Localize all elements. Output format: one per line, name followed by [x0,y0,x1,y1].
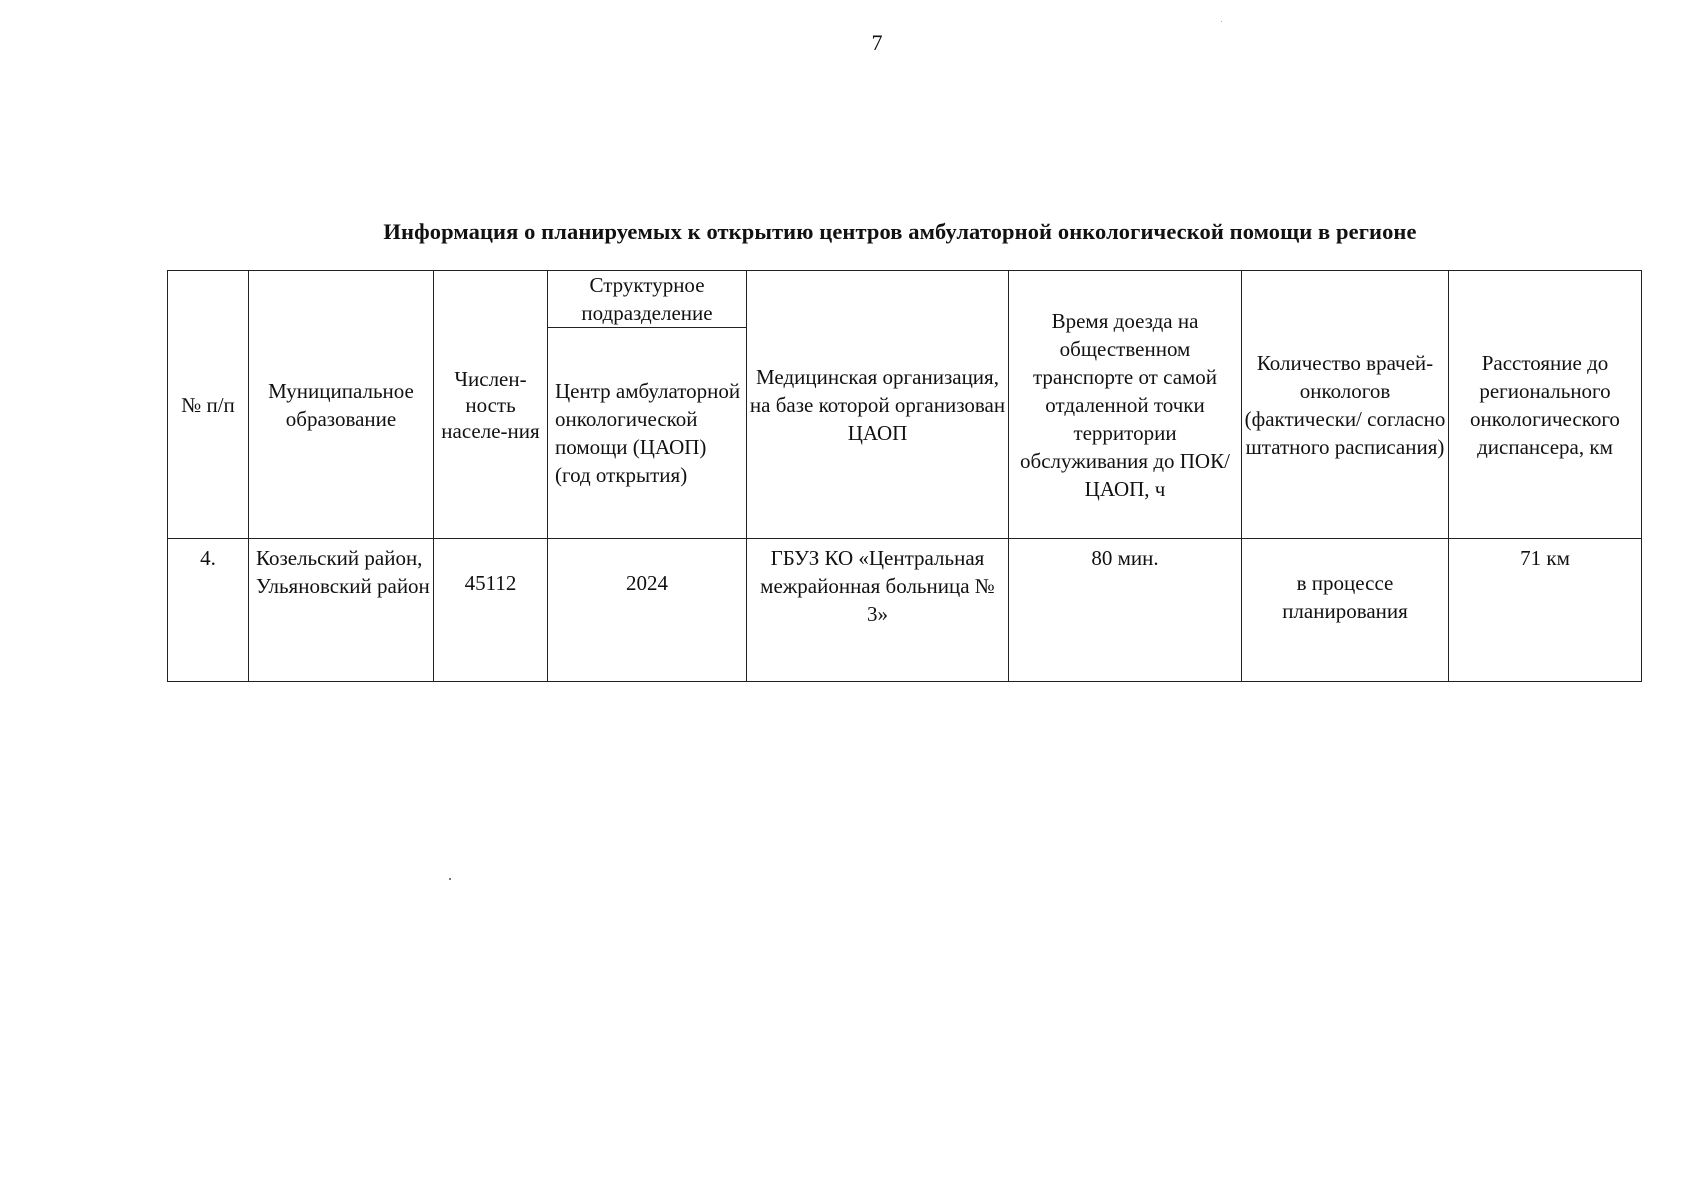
cell-travel-time: 80 мин. [1009,539,1242,682]
table-header-row [168,271,1642,328]
cell-population: 45112 [434,539,548,682]
header-population: Числен-ность населе-ния [434,271,548,539]
cell-oncologists: в процессе планирования [1242,539,1449,682]
cell-municipality: Козельский район, Ульяновский район [249,539,434,682]
cell-distance: 71 км [1449,539,1642,682]
cell-caop-year: 2024 [548,539,747,682]
header-num: № п/п [168,271,249,539]
cell-medical-org: ГБУЗ КО «Центральная межрайонная больница № 3» [747,539,1009,682]
header-oncologists: Количество врачей-онкологов (фактически/ согласно штатного расписания) [1242,271,1449,539]
header-structural-unit: Структурное подразделение [548,271,747,328]
header-distance: Расстояние до регионального онкологического диспансера, км [1449,271,1642,539]
cell-num: 4. [168,539,249,682]
page-number: 7 [871,30,883,55]
caop-info-table [167,270,1642,682]
header-municipality: Муниципальное образование [249,271,434,539]
scan-speck [1221,21,1222,22]
header-caop: Центр амбулаторной онкологической помощи (ЦАОП) (год открытия) [548,328,747,539]
scan-speck [449,878,451,880]
table-row [168,539,1642,682]
header-travel-time: Время доезда на общественном транспорте от самой отдаленной точки территории обслуживания до ПОК/ЦАОП, ч [1009,271,1242,539]
header-medical-org: Медицинская организация, на базе которой организован ЦАОП [747,271,1009,539]
document-title: Информация о планируемых к открытию центров амбулаторной онкологической помощи в регионе [383,219,1417,244]
